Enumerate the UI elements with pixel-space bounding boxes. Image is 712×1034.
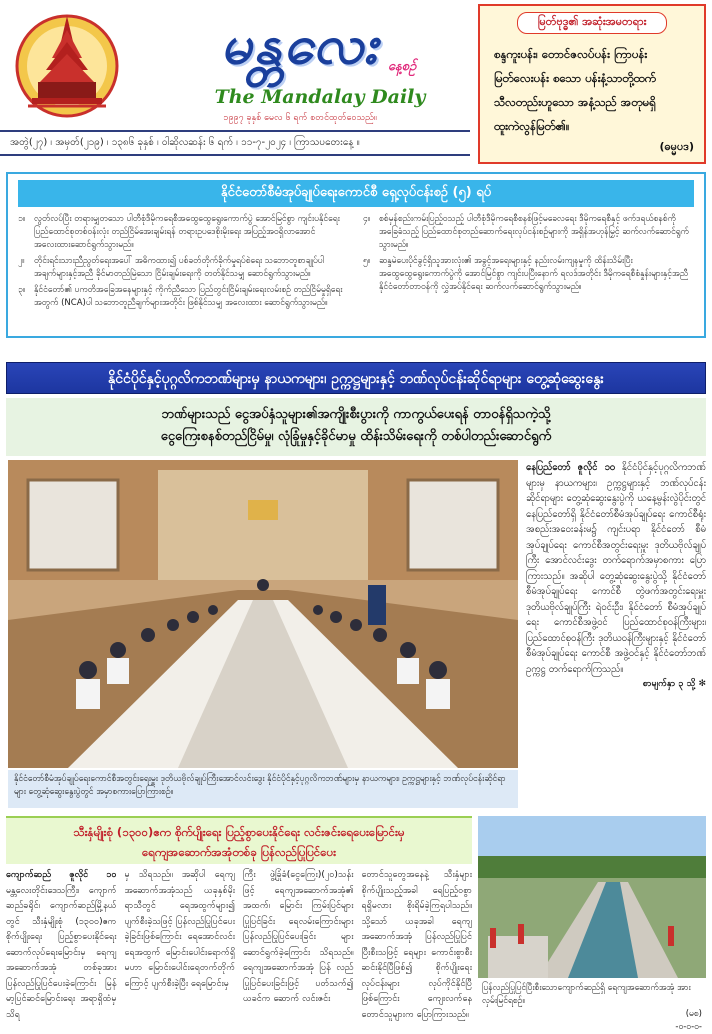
item-number: ၂။ [18,256,25,266]
bottom-story-columns [6,868,472,1022]
headline-line: ရေကျအဆောက်အအုံတစ်ခု ပြန်လည်ပြုပြင်ပေး [141,845,337,859]
story-column: တောင်သူတွေအနေနဲ့ သီးနှံများ စိုက်ပျိုးသည့်အခါ ရေပြည့်ဝစွာ ရရှိမလား စိုးရိမ်ခဲ့ကြရပါသည်။ သို့သော် ယခုအခါ ရေကျအဆောက်အအုံ ပြန်လည်ပြုပြင်ပြီးစီးသဖြင့် ရေများ ကောင်းစွာစီးဆင်းနိုင်ပြီဖြစ်၍ စိုက်ပျိုးရေး လုပ်ငန်းများ လုပ်ကိုင်နိုင်ပြီဖြစ်ကြောင်း ကျေးလက်နေ တောင်သူများက ပြောကြားသည်။ [361,870,472,1020]
story-column [6,868,117,1022]
item-text: တိုင်းရင်းသားညီညွတ်ရေးအပေါ် အဓိကထား၍ ပစ်ခတ်တိုက်ခိုက်မှုရပ်စဲရေး သဘောတူစာချုပ်ပါ အချက်များနှင့်အညီ ခိုင်မာတည်မြဲသော ငြိမ်းချမ်းရေးကို တတ်နိုင်သမျှ ဆောင်ရွက်သွားမည်။ [34,256,325,279]
announcement-box [6,172,706,338]
photo-caption: နိုင်ငံတော်စီမံအုပ်ချုပ်ရေးကောင်စီအတွင်းရေးမှူး ဒုတိယဗိုလ်ချုပ်ကြီးအောင်လင်းဒွေး နိုင်ငံပိုင်နှင့်ပုဂ္ဂလိကဘဏ်များမှ နာယကများ၊ ဥက္ကဋ္ဌများနှင့် ဘဏ်လုပ်ငန်းဆိုင်ရာများ တွေ့ဆုံဆွေးနွေးပွဲတွင် အမှာစကားပြောကြားစဉ်။ [8,770,518,808]
canal-photo-caption [478,980,706,1032]
motto-line: ထူးကဲလွန်မြတ်၏။ [494,119,570,133]
main-subheadline [6,398,706,456]
story-dateline: နေပြည်တော် ဇူလိုင် ၁၀ [526,462,616,473]
story-column: ကြီး ဖွဲ့ခြုံခံ(ငွေကြေး)(၂၀)သန်း ဖြင့် ရေကျအဆောက်အအုံ၏ အထက်၊ မြောင်း ကြမ်းပြင်များပြုပြင်ခြင်း ရေလမ်းကြောင်းများ ပြန်လည်ပြုပြင်ပေးခြင်း များ ဆောင်ရွက်ခဲ့ကြောင်း သိရသည်။ ရေကျအဆောက်အအုံ ပြန် လည်ပြုပြင်ပေးခြင်းဖြင့် ပတ်သက်၍ ယခင်က ဆောက် လင်းဇင်း [243,870,354,1004]
item-number: ၅။ [363,256,371,266]
item-text: စစ်မှန်စည်းကမ်းပြည့်ဝသည့် ပါတီစုံဒီမိုကရေစီစနစ်ဖြင့်မခေလရေး ဒီမိုကရေစီနှင့် ဖက်ဒရယ်စနစ်ကို အခြေခံသည့် ပြည်ထောင်စုတည်ဆောက်ရေးလုပ်ငန်းစဉ်များကို အရှိန်အဟုန်မြှင့် ဆက်လက်ဆောင်ရွက်သွားမည်။ [379,214,689,250]
motto-heading: မြတ်ဗုဒ္ဓ၏ အဆုံးအမတရား [517,12,667,34]
masthead-tagline: ၁၉၉၇ ခုနှစ် မေလ ၆ ရက် စတင်ထုတ်ဝေသည်။ [223,113,377,123]
subheadline-line: ဘဏ်များသည် ငွေအပ်နှံသူများ၏အကျိုးစီးပွားကို ကာကွယ်ပေးရန် တာဝန်ရှိသကဲ့သို့ [161,407,551,422]
motto-line: မြတ်လေးပန်း စသော ပန်းနံ့သာတို့ထက် [494,71,656,85]
motto-line: စန္ဒကူးပန်း၊ တောင်ဇလပ်ပန်း ကြာပန်း [494,47,648,61]
story-column: မှ သိရသည်။ အဆိုပါ ရေကျအဆောက်အအုံသည် ယခုနှစ်မိုးရာသီတွင် ရေအထွက်များ၍ ပျက်စီးခဲ့သဖြင့် ပြန်လည်ပြုပြင်ပေးခဲ့ခြင်းဖြစ်ကြောင်း ရေအောင်လင်း ရေအထွက် မြောင်းပေါင်းရောက်ရှိ မဟာ မြောင်းပေါင်းရေတက်တိုက်ကြောင့် ပျက်စီးခဲ့ပြီး ရေမြောင်းမှ [124,870,235,989]
announcement-item [18,255,349,281]
headline-line: သီးနှံမျိုးစုံ (၁၃၀၀)ဧက စိုက်ပျိုးရေး ပြည့်စွာပေးနိုင်ရေး လင်းဇင်းရေပေးမြောင်းမှ [73,825,405,839]
motto-box [478,4,706,164]
announcement-item [18,284,349,310]
story-body: နိုင်ငံပိုင်နှင့်ပုဂ္ဂလိကဘဏ်များမှ နာယကများ၊ ဥက္ကဋ္ဌများနှင့် ဘဏ်လုပ်ငန်းဆိုင်ရာများ တွေ့ဆုံဆွေးနွေးပွဲကို ယနေ့မွန်းလွဲပိုင်းတွင် နေပြည်တော်ရှိ နိုင်ငံတော်စီမံအုပ်ချုပ်ရေး ကောင်စီရုံး အစည်းအဝေးခန်းမ၌ ကျင်းပရာ နိုင်ငံတော် စီမံအုပ်ချုပ်ရေး ကောင်စီအတွင်းရေးမှူး ဒုတိယဗိုလ်ချုပ်ကြီး အောင်လင်းဒွေး တက်ရောက်အမှာစကား ပြောကြားသည်။ အဆိုပါ တွေ့ဆုံဆွေးနွေးပွဲသို့ နိုင်ငံတော် စီမံအုပ်ချုပ်ရေး ကောင်စီ တွဲဖက်အတွင်းရေးမှူး ဒုတိယဗိုလ်ချုပ်ကြီး ရဲဝင်းဦး၊ နိုင်ငံတော် စီမံအုပ်ချုပ်ရေး ကောင်စီအဖွဲ့ဝင် ပြည်ထောင်စုဝန်ကြီးများ၊ ပြည်ထောင်စုဝန်ကြီး ဒုတိယဝန်ကြီးများနှင့် နိုင်ငံတော် စီမံအုပ်ချုပ်ရေး ကောင်စီ အဖွဲ့ဝင်နှင့် နိုင်ငံတော်ဘဏ်ဥက္ကဋ္ဌ တက်ရောက်ကြသည်။ [526,462,706,675]
meeting-photo [8,460,518,768]
masthead-daily-label: နေ့စဉ် [388,59,417,74]
end-mark: -၀-၀-၀- [675,1022,702,1032]
item-number: ၃။ [18,285,26,295]
masthead-english-title: The Mandalay Daily [214,86,426,108]
motto-line: သီလတည်းဟူသော အနံ့သည် အတုမရှိ [494,95,656,109]
caption-credit: (မစ) [685,1009,702,1019]
announcement-left-column [18,213,349,313]
item-text: ဆန္ဒမဲပေးပိုင်ခွင့်ရှိသူအားလုံး၏ အခွင့်အရေးများနှင့် နည်းလမ်းကျနမှုကို ထိန်းသိမ်းပြီး အထွေထွေရွေးကောက်ပွဲကို အောင်မြင်စွာ ကျင်းပပြီးနောက် ရလဒ်အတိုင်း ဒီမိုကရေစီစံနှုန်းများနှင့်အညီ နိုင်ငံတော်တာဝန်ကို လွှဲအပ်နိုင်ရေး ဆက်လက်ဆောင်ရွက်သွားမည်။ [379,256,689,292]
subheadline-line: ငွေကြေးစနစ်တည်ငြိမ်မှု၊ လုံခြုံမှုနှင့်ခိုင်မာမှု ထိန်းသိမ်းရေးကို တစ်ပါတည်းဆောင်ရွက် [160,429,552,444]
main-story-text [526,460,706,810]
continued-marker: စာမျက်နှာ ၃ သို့ ✻ [642,679,706,689]
bottom-story-headline [6,816,472,864]
canal-photo [478,816,706,978]
story-text: မန္တလေးတိုင်းဒေသကြီး၊ ကျောက်ဆည်ခရိုင်၊ ကျောက်ဆည်မြို့နယ်တွင် သီးနှံမျိုးစုံ (၁၃၀၀)ဧက စိုက်ပျိုးရေး ပြည့်စွာပေးနိုင်ရေး ဆောက်လုပ်ရေးမြောင်းမှ ရေကျအဆောက်အအုံ တစ်ခုအား ပြန်လည်ပြုပြင်ပေးခဲ့ကြောင်း မြန်မာ့ပြင်ဆင်မြောင်းရေး အရာရှိထံမှ သိရ [6,885,117,1020]
announcement-item [363,213,694,252]
motto-reference: (ဓမ္မပဒ) [659,140,694,153]
announcement-item [363,255,694,294]
item-text: နိုင်ငံတော်၏ ပကတိအခြေအနေများနှင့် ကိုက်ညီသော ပြည်တွင်းငြိမ်းချမ်းရေးလမ်းစဉ် တည်ငြိမ်မှုရှိရေးအတွက် (NCA)ပါ သဘောတူညီချက်များအတိုင်း ဖြစ်နိုင်သမျှ အလေးထား ဆောင်ရွက်သွားမည်။ [34,285,343,308]
announcement-item [18,213,349,252]
masthead-title: မန္တလေး [220,12,380,76]
announcement-heading: နိုင်ငံတော်စီမံအုပ်ချုပ်ရေးကောင်စီ ရှေ့လုပ်ငန်းစဉ် (၅) ရပ် [18,180,694,207]
story-dateline: ကျောက်ဆည် ဇူလိုင် ၁၀ [6,870,117,880]
item-number: ၄။ [363,214,371,224]
motto-body [480,38,704,142]
announcement-right-column [363,213,694,313]
caption-text: ပြန်လည်ပြုပြင်ပြီးစီးသောကျောက်ဆည်ရှိ ရေကျအဆောက်အအုံ အား လှမ်းမြင်ရစဉ်။ [482,983,691,1006]
item-text: လွတ်လပ်ပြီး တရားမျှတသော ပါတီစုံဒီမိုကရေစီအထွေထွေရွေးကောက်ပွဲ အောင်မြင်စွာ ကျင်းပနိုင်ရေး ပြည်ထောင်စုတစ်ဝန်းလုံး တည်ငြိမ်အေးချမ်းရန် တရားဥပဒေစိုးမိုးရေး အပြည့်အဝရှိလာအောင် အလေးထားဆောင်ရွက်သွားမည်။ [34,214,340,250]
palace-logo-icon [8,6,126,118]
issue-dateline: အတွဲ(၂၇) ၊ အမှတ်(၂၁၉) ၊ ၁၃၈၆ ခုနှစ် ၊ ဝါဆိုလဆန်း ၆ ရက် ၊ ၁၁-၇-၂၀၂၄ ၊ ကြာသပတေးနေ့ ။ [0,130,470,156]
item-number: ၁။ [18,214,26,224]
main-headline: နိုင်ငံပိုင်နှင့်ပုဂ္ဂလိကဘဏ်များမှ နာယကများ၊ ဥက္ကဋ္ဌများနှင့် ဘဏ်လုပ်ငန်းဆိုင်ရာများ တွေ့ဆုံဆွေးနွေး [6,362,706,394]
